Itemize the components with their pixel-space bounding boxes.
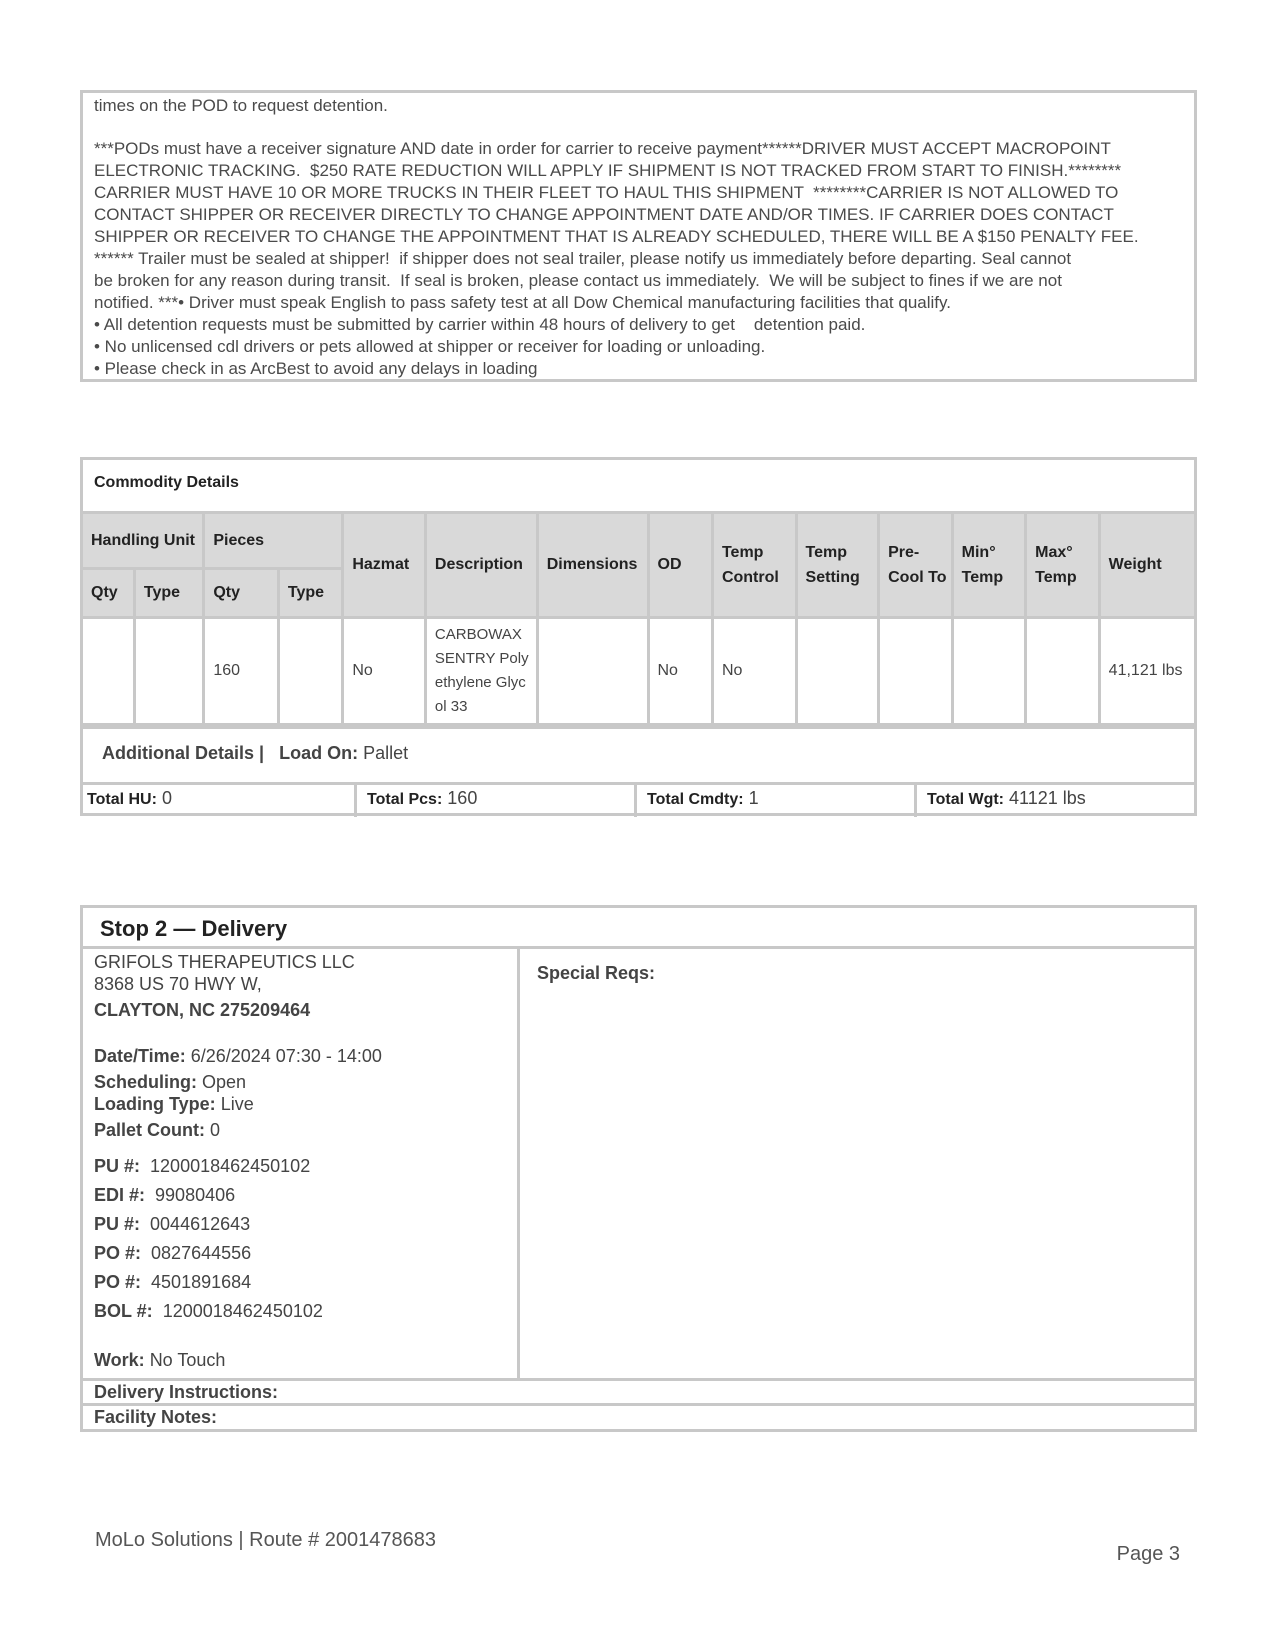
company-name: GRIFOLS THERAPEUTICS LLC xyxy=(94,952,355,972)
cell-hu-type xyxy=(134,617,204,724)
total-wgt-label: Total Wgt: xyxy=(927,790,1005,808)
col-header-pieces: Pieces xyxy=(204,514,343,568)
delivery-instructions: Delivery Instructions: xyxy=(83,1381,1194,1406)
ref-label: EDI #: xyxy=(94,1185,146,1205)
col-header-temp-control: Temp Control xyxy=(712,514,796,617)
total-wgt xyxy=(917,785,1194,817)
facility-notes: Facility Notes: xyxy=(94,1407,218,1427)
work-row xyxy=(94,1349,517,1371)
stop-box xyxy=(80,905,1197,1432)
ref-label: PO #: xyxy=(94,1243,142,1263)
reference-row xyxy=(94,1181,517,1210)
ref-value: 0827644556 xyxy=(151,1243,252,1263)
address-line: 8368 US 70 HWY W, xyxy=(94,974,262,994)
loading-type-row xyxy=(94,1093,517,1115)
datetime-label: Date/Time: xyxy=(94,1046,186,1066)
reference-row xyxy=(94,1152,517,1181)
notes-line: ELECTRONIC TRACKING. $250 RATE REDUCTION WILL APPLY IF SHIPMENT IS NOT TRACKED FROM START TO FINISH.******** xyxy=(94,161,1122,180)
total-hu xyxy=(83,785,357,817)
notes-box xyxy=(80,90,1197,382)
total-hu-value: 0 xyxy=(161,787,172,808)
notes-line: • Please check in as ArcBest to avoid any delays in loading xyxy=(94,359,538,378)
total-pcs-label: Total Pcs: xyxy=(367,790,443,808)
notes-line: CONTACT SHIPPER OR RECEIVER DIRECTLY TO CHANGE APPOINTMENT DATE AND/OR TIMES. IF CARRIER DOES CONTACT xyxy=(94,205,1114,224)
col-header-min-temp: Min° Temp xyxy=(952,514,1026,617)
cell-temp-setting xyxy=(796,617,879,724)
table-row xyxy=(83,617,1194,724)
ref-value: 4501891684 xyxy=(151,1272,252,1292)
totals-row xyxy=(83,782,1194,817)
commodity-table xyxy=(83,514,1194,726)
cell-max-temp xyxy=(1026,617,1100,724)
scheduling-row xyxy=(94,1071,517,1093)
loading-type-value: Live xyxy=(220,1094,254,1114)
cell-description: CARBOWAX SENTRY Polyethylene Glycol 33 xyxy=(425,617,537,724)
loading-type-label: Loading Type: xyxy=(94,1094,216,1114)
notes-line: notified. ***• Driver must speak English to pass safety test at all Dow Chemical manufacturing facilities that qualify. xyxy=(94,293,951,312)
col-header-pre-cool: Pre-Cool To xyxy=(879,514,953,617)
ref-value: 99080406 xyxy=(155,1185,236,1205)
ref-label: PU #: xyxy=(94,1214,141,1234)
page-number: Page 3 xyxy=(1116,1543,1180,1565)
city-state-zip: CLAYTON, NC 275209464 xyxy=(94,1000,311,1020)
cell-min-temp xyxy=(952,617,1026,724)
datetime-value: 6/26/2024 07:30 - 14:00 xyxy=(190,1046,382,1066)
load-on-value: Pallet xyxy=(363,742,409,763)
ref-label: PU #: xyxy=(94,1156,141,1176)
work-label: Work: xyxy=(94,1350,145,1370)
reference-row xyxy=(94,1268,517,1297)
cell-weight: 41,121 lbs xyxy=(1099,617,1194,724)
pallet-count-value: 0 xyxy=(210,1120,221,1140)
scheduling-label: Scheduling: xyxy=(94,1072,197,1092)
commodity-details-box xyxy=(80,457,1197,816)
reference-row xyxy=(94,1297,517,1326)
total-hu-label: Total HU: xyxy=(87,790,157,808)
col-header-temp-setting: Temp Setting xyxy=(796,514,879,617)
notes-line: CARRIER MUST HAVE 10 OR MORE TRUCKS IN THEIR FLEET TO HAUL THIS SHIPMENT ********CARRIER IS NOT ALLOWED TO xyxy=(94,183,1119,202)
reference-list xyxy=(94,1152,517,1326)
cell-hazmat: No xyxy=(343,617,426,724)
col-header-description: Description xyxy=(425,514,537,617)
cell-pcs-qty: 160 xyxy=(204,617,279,724)
notes-line: be broken for any reason during transit. If seal is broken, please contact us immediately. We will be subject to fines if we are not xyxy=(94,271,1062,290)
col-header-hu-type: Type xyxy=(134,568,204,617)
total-cmdty-value: 1 xyxy=(748,787,759,808)
notes-line: times on the POD to request detention. xyxy=(94,96,388,115)
col-header-dimensions: Dimensions xyxy=(537,514,648,617)
notes-line: • No unlicensed cdl drivers or pets allowed at shipper or receiver for loading or unloading. xyxy=(94,337,766,356)
notes-line: • All detention requests must be submitted by carrier within 48 hours of delivery to get detention paid. xyxy=(94,315,866,334)
col-header-weight: Weight xyxy=(1099,514,1194,617)
notes-line: ***PODs must have a receiver signature AND date in order for carrier to receive payment******DRIVER MUST ACCEPT MACROPOINT xyxy=(94,139,1111,158)
load-on-label: Load On: xyxy=(279,742,359,763)
notes-line: SHIPPER OR RECEIVER TO CHANGE THE APPOINTMENT THAT IS ALREADY SCHEDULED, THERE WILL BE A $150 PENALTY FEE. xyxy=(94,227,1139,246)
total-pcs xyxy=(357,785,637,817)
col-header-hazmat: Hazmat xyxy=(343,514,426,617)
cell-pre-cool xyxy=(879,617,953,724)
col-header-max-temp: Max° Temp xyxy=(1026,514,1100,617)
cell-temp-control: No xyxy=(712,617,796,724)
col-header-hu-qty: Qty xyxy=(83,568,134,617)
special-reqs: Special Reqs: xyxy=(537,963,656,983)
col-header-handling-unit: Handling Unit xyxy=(83,514,204,568)
col-header-pcs-type: Type xyxy=(278,568,342,617)
additional-details-label: Additional Details | xyxy=(102,742,265,763)
cell-od: No xyxy=(648,617,712,724)
datetime-row xyxy=(94,1045,517,1067)
total-cmdty-label: Total Cmdty: xyxy=(647,790,744,808)
additional-details xyxy=(83,726,1194,782)
pallet-count-row xyxy=(94,1119,517,1141)
col-header-od: OD xyxy=(648,514,712,617)
total-wgt-value: 41121 lbs xyxy=(1009,787,1086,808)
footer-route: MoLo Solutions | Route # 2001478683 xyxy=(95,1529,437,1551)
commodity-title: Commodity Details xyxy=(83,460,1194,514)
total-cmdty xyxy=(637,785,917,817)
cell-dimensions xyxy=(537,617,648,724)
pallet-count-label: Pallet Count: xyxy=(94,1120,205,1140)
total-pcs-value: 160 xyxy=(447,787,478,808)
stop-title: Stop 2 — Delivery xyxy=(83,908,1194,949)
ref-value: 1200018462450102 xyxy=(162,1301,323,1321)
ref-value: 1200018462450102 xyxy=(150,1156,311,1176)
work-value: No Touch xyxy=(149,1350,226,1370)
ref-label: PO #: xyxy=(94,1272,142,1292)
col-header-pcs-qty: Qty xyxy=(204,568,279,617)
cell-hu-qty xyxy=(83,617,134,724)
reference-row xyxy=(94,1210,517,1239)
stop-address-column xyxy=(83,949,520,1378)
reference-row xyxy=(94,1239,517,1268)
cell-pcs-type xyxy=(278,617,342,724)
notes-line: ****** Trailer must be sealed at shipper! if shipper does not seal trailer, please notify us immediately before departing. Seal cannot xyxy=(94,249,1072,268)
ref-label: BOL #: xyxy=(94,1301,153,1321)
scheduling-value: Open xyxy=(202,1072,247,1092)
ref-value: 0044612643 xyxy=(150,1214,251,1234)
